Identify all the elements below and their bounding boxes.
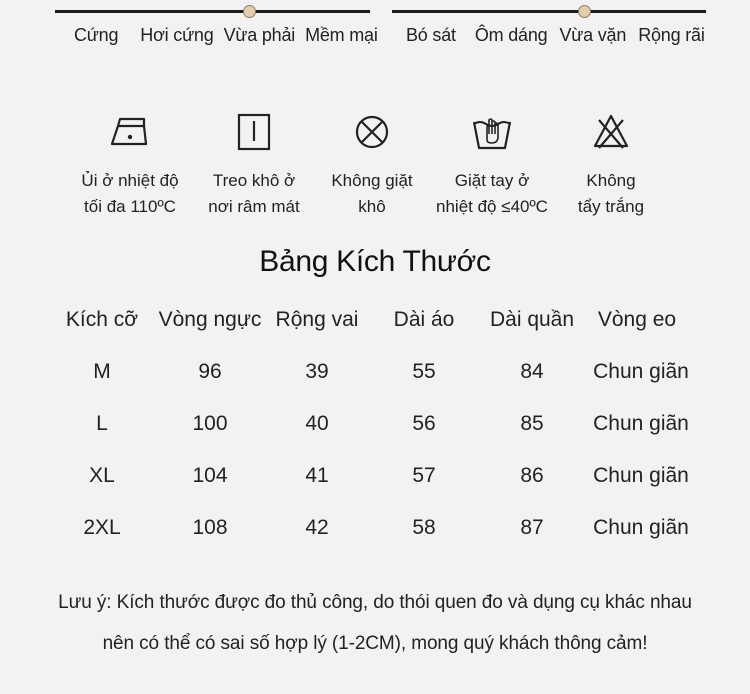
care-hand-wash-line2: nhiệt độ ≤40ºC — [436, 197, 548, 216]
fit-label-0: Bó sát — [406, 25, 456, 45]
col-header-pants-length: Dài quần — [489, 308, 575, 331]
iron-icon — [108, 110, 152, 154]
cell-size: 2XL — [83, 516, 121, 539]
care-no-dry-clean — [302, 110, 442, 220]
fit-label-2: Vừa vặn — [559, 25, 627, 45]
care-hand-wash-line1: Giặt tay ở — [454, 171, 530, 190]
cell-chest: 96 — [198, 360, 222, 383]
hand-wash-icon — [470, 110, 514, 154]
stiffness-scale — [55, 0, 378, 60]
care-iron — [60, 110, 200, 220]
note-line-2: nên có thể có sai số hợp lý (1-2CM), mong quý khách thông cảm! — [102, 633, 648, 654]
fit-scale-bar — [392, 10, 706, 13]
cell-size: M — [93, 360, 111, 383]
stiffness-label-2: Vừa phải — [223, 25, 296, 45]
cell-size: L — [96, 412, 108, 435]
cell-pants-length: 87 — [520, 516, 544, 539]
size-chart-title: Bảng Kích Thước — [259, 245, 491, 278]
note-line-1: Lưu ý: Kích thước được đo thủ công, do thói quen đo và dụng cụ khác nhau — [58, 592, 692, 613]
stiffness-scale-knob — [243, 5, 256, 18]
stiffness-label-3: Mềm mại — [305, 25, 378, 45]
cell-waist: Chun giãn — [593, 360, 689, 383]
no-dry-clean-icon — [350, 110, 394, 154]
col-header-chest: Vòng ngực — [158, 308, 262, 331]
care-iron-line2: tối đa 110ºC — [84, 197, 176, 216]
cell-waist: Chun giãn — [593, 516, 689, 539]
care-no-bleach-line1: Không — [586, 171, 636, 190]
stiffness-scale-labels — [74, 25, 378, 46]
cell-chest: 104 — [192, 464, 228, 487]
care-no-bleach — [541, 110, 681, 220]
cell-shirt-length: 56 — [412, 412, 436, 435]
size-table — [0, 308, 750, 568]
table-row — [0, 412, 750, 464]
cell-shirt-length: 57 — [412, 464, 436, 487]
care-no-dry-clean-line1: Không giặt — [331, 171, 413, 190]
cell-pants-length: 84 — [520, 360, 544, 383]
care-iron-text — [60, 168, 200, 220]
table-row — [0, 516, 750, 568]
care-no-bleach-line2: tẩy trắng — [577, 197, 645, 216]
care-iron-line1: Ủi ở nhiệt độ — [81, 171, 179, 190]
cell-waist: Chun giãn — [593, 464, 689, 487]
col-header-shoulder: Rộng vai — [275, 308, 359, 331]
no-bleach-icon — [589, 110, 633, 154]
col-header-waist: Vòng eo — [597, 308, 677, 331]
care-no-dry-clean-text — [302, 168, 442, 220]
table-row — [0, 464, 750, 516]
size-table-header — [0, 308, 750, 360]
cell-shirt-length: 58 — [412, 516, 436, 539]
hang-dry-icon — [232, 110, 276, 154]
table-row — [0, 360, 750, 412]
cell-shoulder: 40 — [305, 412, 329, 435]
cell-shoulder: 39 — [305, 360, 329, 383]
care-hang-dry-line1: Treo khô ở — [212, 171, 296, 190]
stiffness-scale-bar — [55, 10, 370, 13]
cell-shoulder: 42 — [305, 516, 329, 539]
stiffness-label-0: Cứng — [74, 25, 119, 45]
fit-label-3: Rộng rãi — [638, 25, 705, 45]
cell-size: XL — [89, 464, 115, 487]
care-no-dry-clean-line2: khô — [358, 197, 386, 216]
col-header-shirt-length: Dài áo — [393, 308, 455, 331]
care-no-bleach-text — [541, 168, 681, 220]
fit-label-1: Ôm dáng — [474, 25, 548, 45]
fit-scale-labels — [406, 25, 705, 46]
col-header-size: Kích cỡ — [65, 308, 139, 331]
cell-shirt-length: 55 — [412, 360, 436, 383]
fit-scale-knob — [578, 5, 591, 18]
cell-chest: 100 — [192, 412, 228, 435]
fit-scale — [392, 0, 712, 60]
cell-waist: Chun giãn — [593, 412, 689, 435]
cell-pants-length: 85 — [520, 412, 544, 435]
stiffness-label-1: Hơi cứng — [140, 25, 214, 45]
cell-chest: 108 — [192, 516, 228, 539]
care-hang-dry-line2: nơi râm mát — [208, 197, 300, 216]
cell-pants-length: 86 — [520, 464, 544, 487]
cell-shoulder: 41 — [305, 464, 329, 487]
